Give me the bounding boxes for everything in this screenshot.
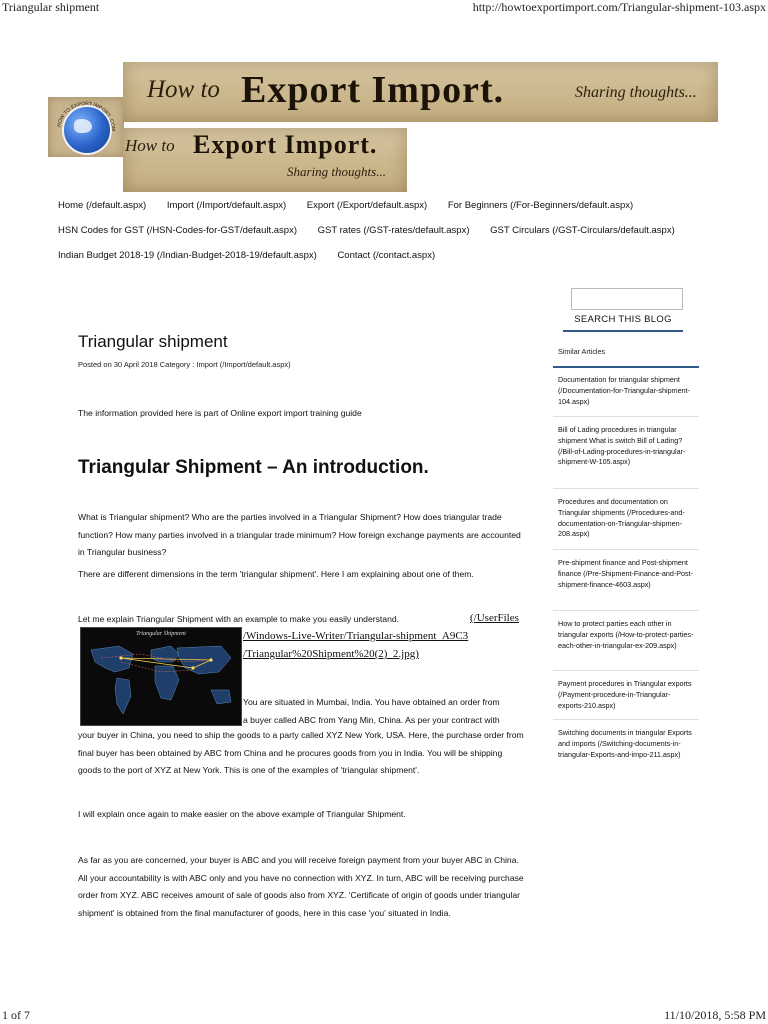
logo-ring-text: [48, 97, 124, 157]
image-link-3[interactable]: /Triangular%20Shipment%20(2)_2.jpg): [243, 648, 419, 660]
similar-article-link[interactable]: How to protect parties each other in triangular exports (/How-to-protect-parties-each-other-in-triangular-ex-209.aspx): [558, 619, 694, 650]
sidebar-separator: [553, 610, 699, 611]
article-paragraph-3: Let me explain Triangular Shipment with an example to make you easily understand.: [78, 614, 400, 624]
banner-how-to: How to: [147, 76, 220, 103]
sidebar-separator: [553, 549, 699, 550]
image-link-1[interactable]: (/UserFiles: [470, 612, 519, 624]
print-header-title: Triangular shipment: [2, 0, 100, 14]
similar-article-link[interactable]: Procedures and documentation on Triangular shipments (/Procedures-and-documentation-on-Triangular-shipmen-208.aspx): [558, 497, 685, 539]
print-header-url: http://howtoexportimport.com/Triangular-shipment-103.aspx: [472, 0, 766, 14]
nav-gst-rates[interactable]: GST rates (/GST-rates/default.aspx): [317, 225, 470, 236]
map-caption: Triangular Shipment: [136, 631, 186, 637]
site-logo[interactable]: [48, 97, 124, 157]
nav-gst-circulars[interactable]: GST Circulars (/GST-Circulars/default.aspx): [490, 225, 675, 236]
world-map-icon: [81, 628, 241, 725]
article-paragraph-2: There are different dimensions in the term 'triangular shipment'. Here I am explaining about one of them.: [78, 569, 474, 579]
banner-brand: Export Import.: [241, 69, 505, 111]
nav-home[interactable]: Home (/default.aspx): [58, 200, 147, 211]
print-footer: [0, 1008, 768, 1024]
print-footer-datetime: 11/10/2018, 5:58 PM: [664, 1008, 766, 1022]
nav-contact[interactable]: Contact (/contact.aspx): [337, 250, 436, 261]
nav-indian-budget[interactable]: Indian Budget 2018-19 (/Indian-Budget-2018-19/default.aspx): [58, 250, 317, 261]
article-paragraph-4: your buyer in China, you need to ship the goods to a party called XYZ New York, USA. Here, the purchase order from final buyer has been obtained by ABC from China and he procures goods from you in India. You will be shipping goods to the port of XYZ at New York. This is one of the examples of 'triangular shipment'.: [78, 730, 524, 775]
sidebar-separator: [553, 670, 699, 671]
search-button[interactable]: SEARCH THIS BLOG: [563, 310, 683, 332]
main-nav-row-1: [58, 200, 651, 211]
nav-for-beginners[interactable]: For Beginners (/For-Beginners/default.aspx): [447, 200, 634, 211]
banner-tagline: Sharing thoughts...: [575, 84, 697, 101]
print-footer-page: 1 of 7: [2, 1008, 30, 1022]
svg-text:HOW TO EXPORT IMPORT .COM: HOW TO EXPORT IMPORT .COM: [56, 100, 117, 132]
print-header: [0, 0, 768, 16]
article-paragraph-6: As far as you are concerned, your buyer is ABC and you will receive foreign payment from your buyer ABC in China. All your accountability is with ABC only and you have no connection with XYZ. In turn, ABC will be receiving purchase order from XYZ. ABC receives amount of sale of goods also from XYZ. 'Certificate of origin of goods under triangular shipment' is obtained from the final manufacturer of goods, here in this case 'you' situated in India.: [78, 855, 524, 918]
search-input[interactable]: [571, 288, 683, 310]
sidebar-divider: [553, 366, 699, 368]
similar-articles-heading: Similar Articles: [558, 347, 606, 356]
article-title: Triangular shipment: [78, 332, 228, 351]
sidebar-separator: [553, 488, 699, 489]
article-meta: Posted on 30 April 2018 Category : Import (/Import/default.aspx): [78, 360, 291, 369]
article-heading: Triangular Shipment – An introduction.: [78, 457, 429, 478]
main-nav-row-2: [58, 225, 693, 236]
nav-import[interactable]: Import (/Import/default.aspx): [166, 200, 287, 211]
image-link-2[interactable]: /Windows-Live-Writer/Triangular-shipment_A9C3: [243, 630, 469, 642]
similar-article-link[interactable]: Documentation for triangular shipment (/Documentation-for-Triangular-shipment-104.aspx): [558, 375, 690, 406]
banner-brand: Export Import.: [193, 130, 378, 159]
similar-article-link[interactable]: Bill of Lading procedures in triangular shipment What is switch Bill of Lading? (/Bill-of-Lading-procedures-in-triangular-shipment-W-105.aspx): [558, 425, 686, 467]
article-paragraph-4-line-2: a buyer called ABC from Yang Min, China. As per your contract with: [243, 715, 500, 725]
similar-article-link[interactable]: Pre-shipment finance and Post-shipment finance (/Pre-Shipment-Finance-and-Post-shipment-finance-4603.aspx): [558, 558, 694, 589]
similar-article-link[interactable]: Switching documents in triangular Exports and imports (/Switching-documents-in-triangular-Exports-and-impo-211.aspx): [558, 728, 692, 759]
main-nav-row-3: [58, 250, 453, 261]
article-intro: The information provided here is part of Online export import training guide: [78, 408, 362, 418]
article-paragraph-1: What is Triangular shipment? Who are the parties involved in a Triangular Shipment? How does triangular trade function? How many parties involved in a triangular trade minimum? How foreign exchange payments are accounted in Triangular business?: [78, 512, 521, 557]
header-banner[interactable]: [123, 62, 718, 122]
nav-export[interactable]: Export (/Export/default.aspx): [306, 200, 428, 211]
similar-article-link[interactable]: Payment procedures in Triangular exports (/Payment-procedure-in-Triangular-exports-210.aspx): [558, 679, 692, 710]
banner-how-to: How to: [125, 136, 175, 155]
nav-hsn-codes[interactable]: HSN Codes for GST (/HSN-Codes-for-GST/default.aspx): [58, 225, 297, 236]
sidebar-separator: [553, 416, 699, 417]
sidebar-separator: [553, 719, 699, 720]
article-paragraph-4-line-1: You are situated in Mumbai, India. You have obtained an order from: [243, 697, 500, 707]
header-banner-small[interactable]: [123, 128, 407, 192]
article-paragraph-5: I will explain once again to make easier on the above example of Triangular Shipment.: [78, 809, 406, 819]
triangular-shipment-map-image[interactable]: [80, 627, 242, 726]
banner-tagline: Sharing thoughts...: [287, 164, 386, 179]
